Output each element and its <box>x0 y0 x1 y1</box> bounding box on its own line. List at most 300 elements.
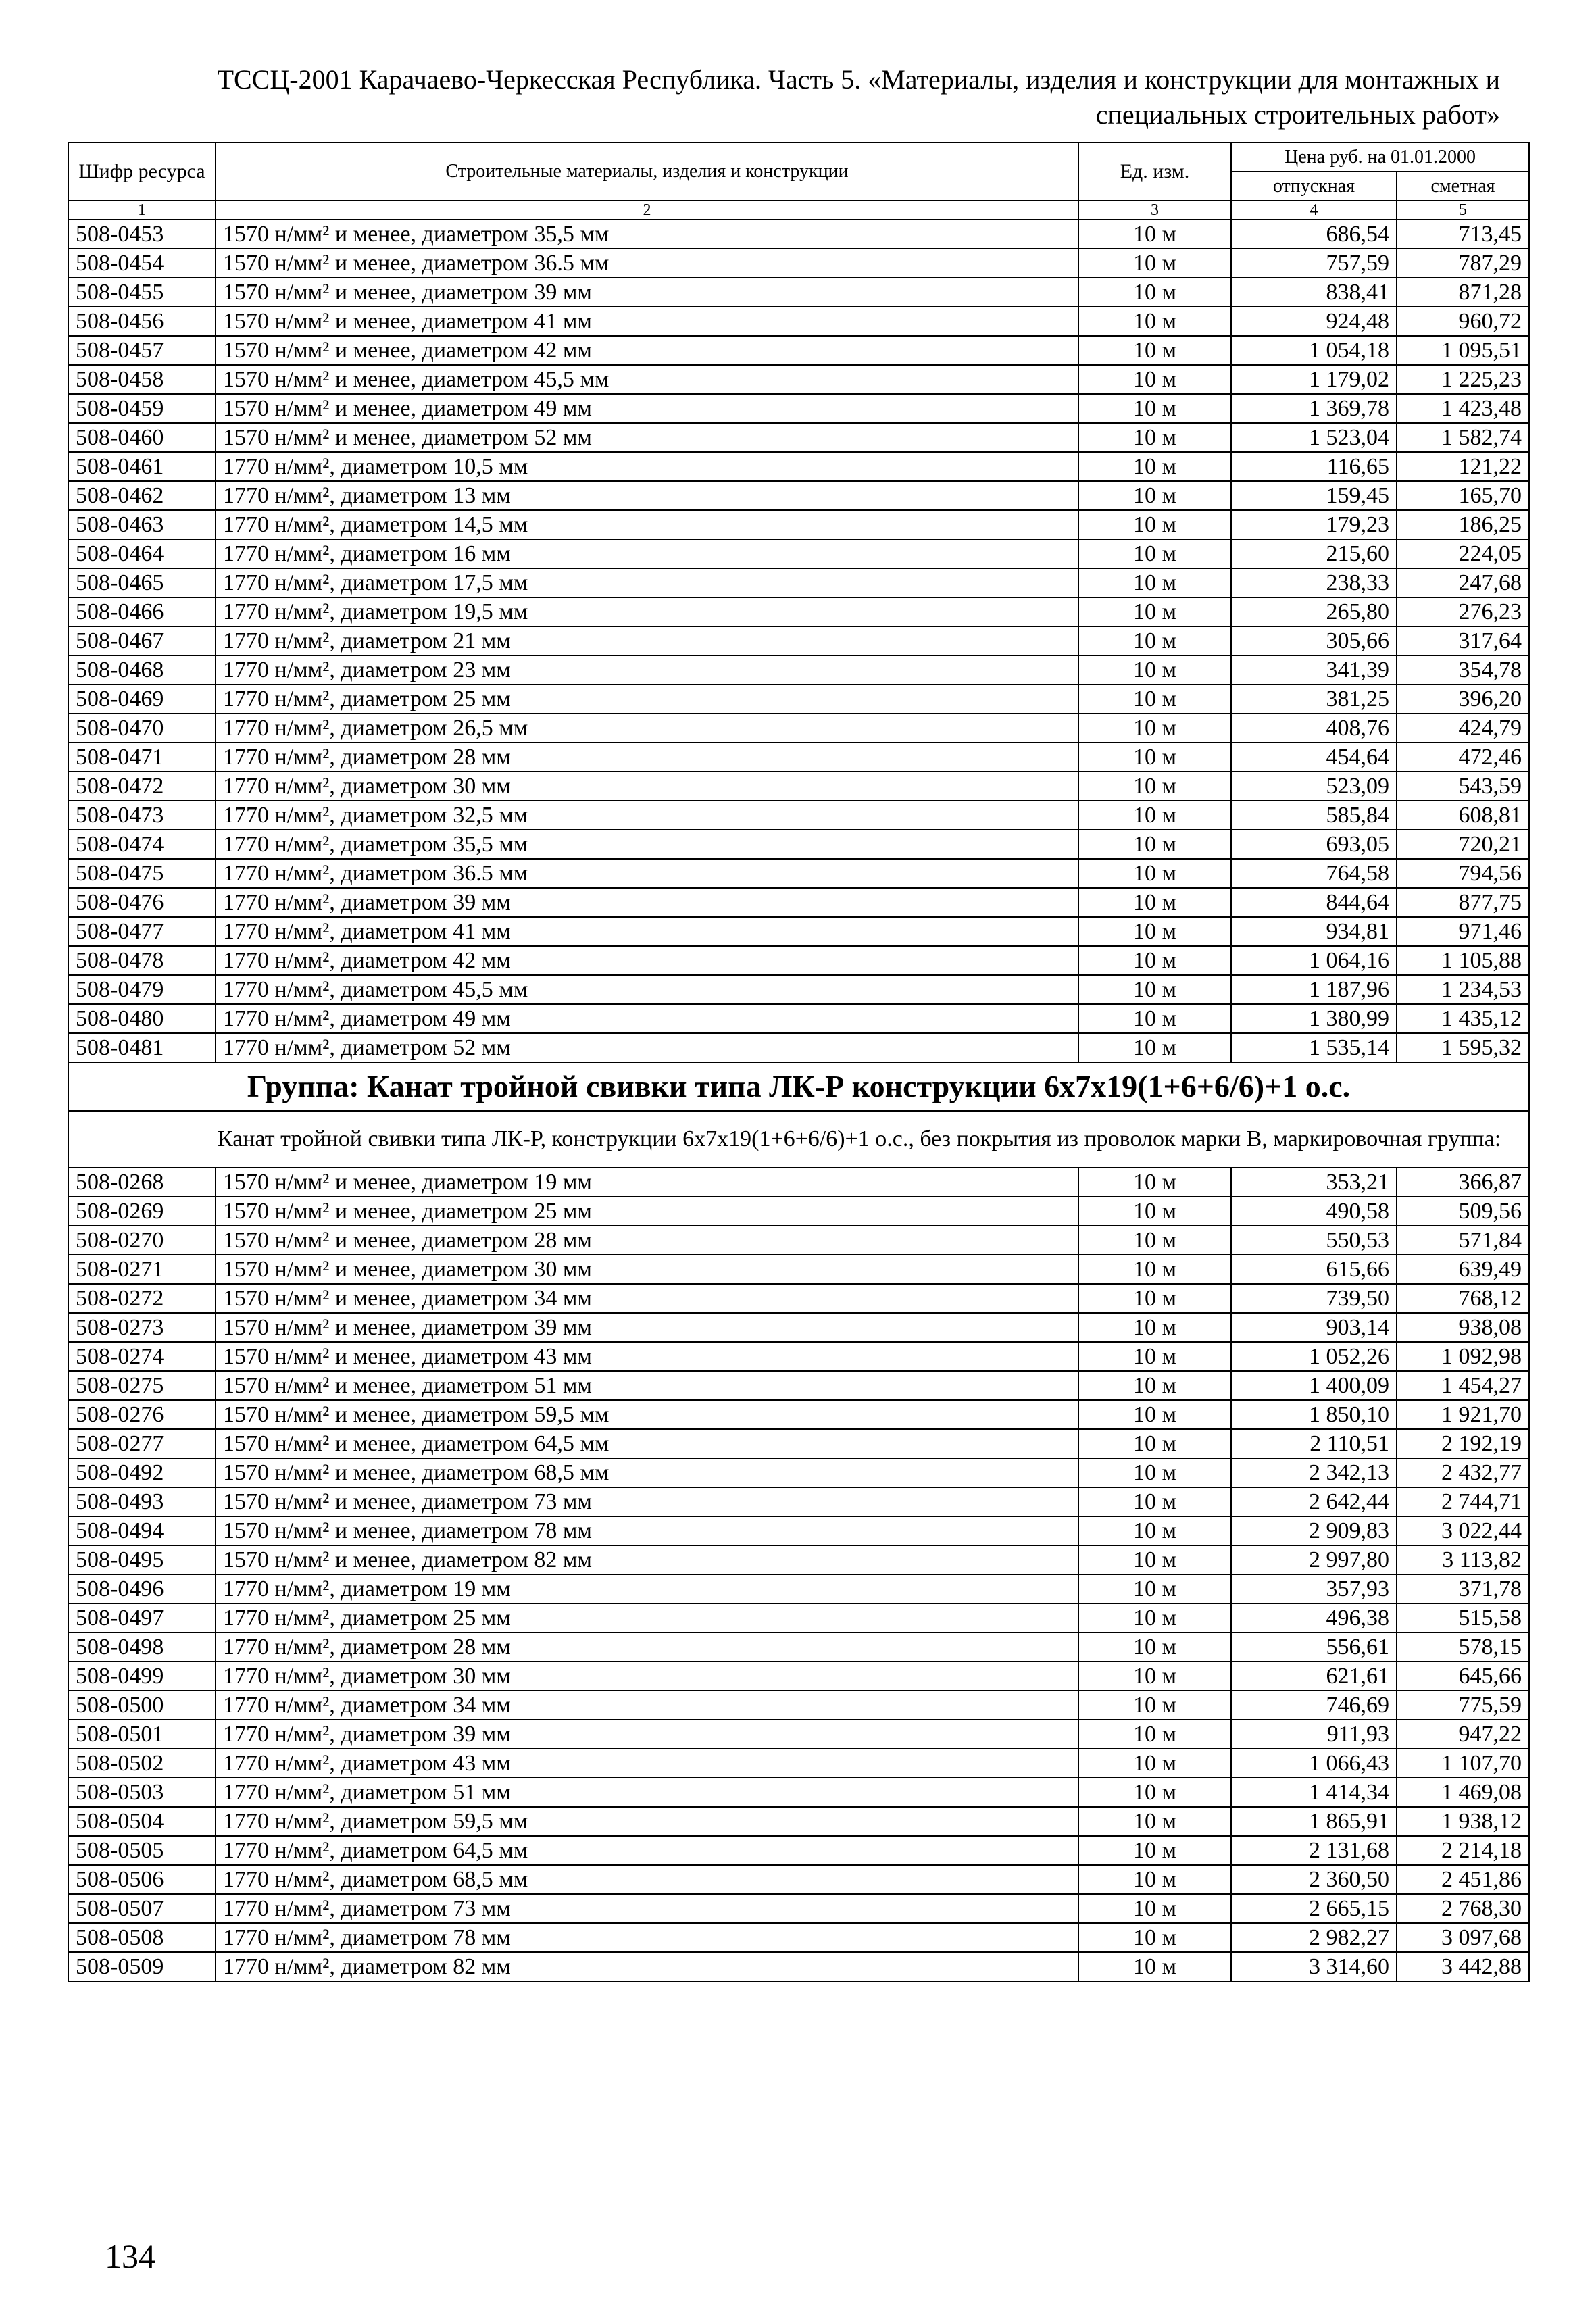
estimate-price: 1 095,51 <box>1397 336 1529 365</box>
unit-cell: 10 м <box>1078 365 1231 394</box>
estimate-price: 276,23 <box>1397 597 1529 626</box>
release-price: 1 523,04 <box>1231 423 1397 452</box>
resource-code: 508-0270 <box>68 1226 216 1255</box>
resource-code: 508-0495 <box>68 1545 216 1574</box>
release-price: 2 997,80 <box>1231 1545 1397 1574</box>
estimate-price: 424,79 <box>1397 714 1529 743</box>
release-price: 1 535,14 <box>1231 1033 1397 1062</box>
header-price: Цена руб. на 01.01.2000 <box>1231 143 1529 172</box>
estimate-price: 645,66 <box>1397 1662 1529 1691</box>
resource-code: 508-0462 <box>68 481 216 510</box>
material-name: 1770 н/мм², диаметром 26,5 мм <box>216 714 1078 743</box>
estimate-price: 2 744,71 <box>1397 1487 1529 1516</box>
estimate-price: 1 582,74 <box>1397 423 1529 452</box>
estimate-price: 768,12 <box>1397 1284 1529 1313</box>
resource-code: 508-0464 <box>68 539 216 568</box>
release-price: 408,76 <box>1231 714 1397 743</box>
resource-code: 508-0277 <box>68 1429 216 1458</box>
group-title: Группа: Канат тройной свивки типа ЛК-Р конструкции 6х7х19(1+6+6/6)+1 о.с. <box>68 1062 1529 1111</box>
material-name: 1770 н/мм², диаметром 36.5 мм <box>216 859 1078 888</box>
table-row <box>68 1255 1529 1284</box>
release-price: 838,41 <box>1231 278 1397 307</box>
estimate-price: 1 107,70 <box>1397 1749 1529 1778</box>
release-price: 1 369,78 <box>1231 394 1397 423</box>
header-col-number: 2 <box>216 201 1078 220</box>
resource-code: 508-0503 <box>68 1778 216 1807</box>
material-name: 1770 н/мм², диаметром 42 мм <box>216 946 1078 975</box>
table-body-a <box>68 220 1529 1062</box>
material-name: 1770 н/мм², диаметром 39 мм <box>216 888 1078 917</box>
release-price: 2 342,13 <box>1231 1458 1397 1487</box>
unit-cell: 10 м <box>1078 888 1231 917</box>
table-row <box>68 1284 1529 1313</box>
release-price: 3 314,60 <box>1231 1952 1397 1981</box>
material-name: 1570 н/мм² и менее, диаметром 30 мм <box>216 1255 1078 1284</box>
unit-cell: 10 м <box>1078 481 1231 510</box>
resource-code: 508-0474 <box>68 830 216 859</box>
estimate-price: 2 432,77 <box>1397 1458 1529 1487</box>
table-row <box>68 1313 1529 1342</box>
release-price: 116,65 <box>1231 452 1397 481</box>
estimate-price: 775,59 <box>1397 1691 1529 1720</box>
estimate-price: 960,72 <box>1397 307 1529 336</box>
unit-cell: 10 м <box>1078 597 1231 626</box>
resource-code: 508-0506 <box>68 1865 216 1894</box>
material-name: 1770 н/мм², диаметром 28 мм <box>216 1633 1078 1662</box>
table-row <box>68 1545 1529 1574</box>
material-name: 1770 н/мм², диаметром 41 мм <box>216 917 1078 946</box>
material-name: 1570 н/мм² и менее, диаметром 19 мм <box>216 1168 1078 1197</box>
header-release-price: отпускная <box>1231 172 1397 201</box>
material-name: 1770 н/мм², диаметром 34 мм <box>216 1691 1078 1720</box>
resource-code: 508-0492 <box>68 1458 216 1487</box>
estimate-price: 247,68 <box>1397 568 1529 597</box>
resource-code: 508-0508 <box>68 1923 216 1952</box>
unit-cell: 10 м <box>1078 278 1231 307</box>
unit-cell: 10 м <box>1078 249 1231 278</box>
release-price: 693,05 <box>1231 830 1397 859</box>
material-name: 1770 н/мм², диаметром 30 мм <box>216 772 1078 801</box>
unit-cell: 10 м <box>1078 917 1231 946</box>
resource-code: 508-0493 <box>68 1487 216 1516</box>
estimate-price: 1 469,08 <box>1397 1778 1529 1807</box>
material-name: 1570 н/мм² и менее, диаметром 41 мм <box>216 307 1078 336</box>
unit-cell: 10 м <box>1078 1749 1231 1778</box>
header-estimate-price: сметная <box>1397 172 1529 201</box>
unit-cell: 10 м <box>1078 1952 1231 1981</box>
estimate-price: 224,05 <box>1397 539 1529 568</box>
material-name: 1770 н/мм², диаметром 59,5 мм <box>216 1807 1078 1836</box>
table-row <box>68 655 1529 684</box>
material-name: 1770 н/мм², диаметром 45,5 мм <box>216 975 1078 1004</box>
release-price: 454,64 <box>1231 743 1397 772</box>
release-price: 1 179,02 <box>1231 365 1397 394</box>
material-name: 1570 н/мм² и менее, диаметром 43 мм <box>216 1342 1078 1371</box>
resource-code: 508-0507 <box>68 1894 216 1923</box>
estimate-price: 713,45 <box>1397 220 1529 249</box>
release-price: 179,23 <box>1231 510 1397 539</box>
release-price: 556,61 <box>1231 1633 1397 1662</box>
material-name: 1770 н/мм², диаметром 25 мм <box>216 684 1078 714</box>
estimate-price: 472,46 <box>1397 743 1529 772</box>
material-name: 1570 н/мм² и менее, диаметром 52 мм <box>216 423 1078 452</box>
release-price: 1 850,10 <box>1231 1400 1397 1429</box>
unit-cell: 10 м <box>1078 743 1231 772</box>
estimate-price: 2 451,86 <box>1397 1865 1529 1894</box>
estimate-price: 366,87 <box>1397 1168 1529 1197</box>
estimate-price: 371,78 <box>1397 1574 1529 1603</box>
table-row <box>68 481 1529 510</box>
table-row <box>68 1894 1529 1923</box>
table-row <box>68 1836 1529 1865</box>
table-row <box>68 423 1529 452</box>
estimate-price: 1 092,98 <box>1397 1342 1529 1371</box>
table-row <box>68 249 1529 278</box>
resource-code: 508-0458 <box>68 365 216 394</box>
material-name: 1770 н/мм², диаметром 32,5 мм <box>216 801 1078 830</box>
release-price: 2 110,51 <box>1231 1429 1397 1458</box>
release-price: 1 414,34 <box>1231 1778 1397 1807</box>
title-line-2: специальных строительных работ» <box>1095 99 1500 130</box>
release-price: 523,09 <box>1231 772 1397 801</box>
estimate-price: 354,78 <box>1397 655 1529 684</box>
resource-code: 508-0480 <box>68 1004 216 1033</box>
unit-cell: 10 м <box>1078 1633 1231 1662</box>
estimate-price: 1 938,12 <box>1397 1807 1529 1836</box>
material-name: 1770 н/мм², диаметром 10,5 мм <box>216 452 1078 481</box>
estimate-price: 938,08 <box>1397 1313 1529 1342</box>
material-name: 1570 н/мм² и менее, диаметром 34 мм <box>216 1284 1078 1313</box>
release-price: 353,21 <box>1231 1168 1397 1197</box>
table-row <box>68 888 1529 917</box>
resource-code: 508-0496 <box>68 1574 216 1603</box>
table-row <box>68 336 1529 365</box>
material-name: 1570 н/мм² и менее, диаметром 42 мм <box>216 336 1078 365</box>
estimate-price: 3 097,68 <box>1397 1923 1529 1952</box>
table-row <box>68 830 1529 859</box>
material-name: 1570 н/мм² и менее, диаметром 68,5 мм <box>216 1458 1078 1487</box>
release-price: 1 400,09 <box>1231 1371 1397 1400</box>
resource-code: 508-0477 <box>68 917 216 946</box>
resource-code: 508-0465 <box>68 568 216 597</box>
resource-code: 508-0505 <box>68 1836 216 1865</box>
unit-cell: 10 м <box>1078 336 1231 365</box>
resource-code: 508-0463 <box>68 510 216 539</box>
release-price: 764,58 <box>1231 859 1397 888</box>
unit-cell: 10 м <box>1078 1662 1231 1691</box>
resource-code: 508-0499 <box>68 1662 216 1691</box>
unit-cell: 10 м <box>1078 1429 1231 1458</box>
table-row <box>68 1952 1529 1981</box>
release-price: 305,66 <box>1231 626 1397 655</box>
table-row <box>68 1749 1529 1778</box>
table-row <box>68 743 1529 772</box>
material-name: 1770 н/мм², диаметром 23 мм <box>216 655 1078 684</box>
estimate-price: 121,22 <box>1397 452 1529 481</box>
group-description: Канат тройной свивки типа ЛК-Р, конструкции 6х7х19(1+6+6/6)+1 о.с., без покрытия из проволок марки В, маркировочная группа: <box>68 1111 1529 1168</box>
release-price: 934,81 <box>1231 917 1397 946</box>
resource-code: 508-0276 <box>68 1400 216 1429</box>
table-row <box>68 307 1529 336</box>
table-row <box>68 1865 1529 1894</box>
material-name: 1770 н/мм², диаметром 17,5 мм <box>216 568 1078 597</box>
header-col-number: 4 <box>1231 201 1397 220</box>
unit-cell: 10 м <box>1078 1458 1231 1487</box>
material-name: 1570 н/мм² и менее, диаметром 82 мм <box>216 1545 1078 1574</box>
table-row <box>68 1197 1529 1226</box>
unit-cell: 10 м <box>1078 1923 1231 1952</box>
header-code: Шифр ресурса <box>68 143 216 201</box>
estimate-price: 720,21 <box>1397 830 1529 859</box>
release-price: 911,93 <box>1231 1720 1397 1749</box>
table-row <box>68 975 1529 1004</box>
material-name: 1770 н/мм², диаметром 14,5 мм <box>216 510 1078 539</box>
release-price: 621,61 <box>1231 1662 1397 1691</box>
release-price: 2 982,27 <box>1231 1923 1397 1952</box>
unit-cell: 10 м <box>1078 626 1231 655</box>
unit-cell: 10 м <box>1078 1487 1231 1516</box>
material-name: 1570 н/мм² и менее, диаметром 51 мм <box>216 1371 1078 1400</box>
estimate-price: 515,58 <box>1397 1603 1529 1633</box>
unit-cell: 10 м <box>1078 510 1231 539</box>
material-name: 1770 н/мм², диаметром 52 мм <box>216 1033 1078 1062</box>
resource-code: 508-0476 <box>68 888 216 917</box>
table-row <box>68 1807 1529 1836</box>
material-name: 1770 н/мм², диаметром 43 мм <box>216 1749 1078 1778</box>
resource-code: 508-0272 <box>68 1284 216 1313</box>
table-row <box>68 510 1529 539</box>
material-name: 1770 н/мм², диаметром 28 мм <box>216 743 1078 772</box>
unit-cell: 10 м <box>1078 1400 1231 1429</box>
resource-code: 508-0455 <box>68 278 216 307</box>
estimate-price: 787,29 <box>1397 249 1529 278</box>
material-name: 1770 н/мм², диаметром 19 мм <box>216 1574 1078 1603</box>
table-row <box>68 394 1529 423</box>
table-row <box>68 1720 1529 1749</box>
unit-cell: 10 м <box>1078 772 1231 801</box>
estimate-price: 578,15 <box>1397 1633 1529 1662</box>
release-price: 924,48 <box>1231 307 1397 336</box>
resource-code: 508-0497 <box>68 1603 216 1633</box>
unit-cell: 10 м <box>1078 1691 1231 1720</box>
resource-code: 508-0459 <box>68 394 216 423</box>
estimate-price: 2 768,30 <box>1397 1894 1529 1923</box>
material-name: 1570 н/мм² и менее, диаметром 39 мм <box>216 278 1078 307</box>
release-price: 1 052,26 <box>1231 1342 1397 1371</box>
resource-code: 508-0502 <box>68 1749 216 1778</box>
table-row <box>68 220 1529 249</box>
estimate-price: 3 113,82 <box>1397 1545 1529 1574</box>
unit-cell: 10 м <box>1078 1865 1231 1894</box>
release-price: 381,25 <box>1231 684 1397 714</box>
resource-code: 508-0456 <box>68 307 216 336</box>
estimate-price: 543,59 <box>1397 772 1529 801</box>
group-section <box>68 1062 1529 1168</box>
material-name: 1570 н/мм² и менее, диаметром 36.5 мм <box>216 249 1078 278</box>
release-price: 1 064,16 <box>1231 946 1397 975</box>
material-name: 1770 н/мм², диаметром 16 мм <box>216 539 1078 568</box>
release-price: 686,54 <box>1231 220 1397 249</box>
resource-code: 508-0475 <box>68 859 216 888</box>
estimate-price: 317,64 <box>1397 626 1529 655</box>
release-price: 903,14 <box>1231 1313 1397 1342</box>
release-price: 2 665,15 <box>1231 1894 1397 1923</box>
resource-code: 508-0469 <box>68 684 216 714</box>
estimate-price: 871,28 <box>1397 278 1529 307</box>
material-name: 1770 н/мм², диаметром 21 мм <box>216 626 1078 655</box>
table-row <box>68 772 1529 801</box>
unit-cell: 10 м <box>1078 830 1231 859</box>
estimate-price: 877,75 <box>1397 888 1529 917</box>
estimate-price: 1 595,32 <box>1397 1033 1529 1062</box>
material-name: 1570 н/мм² и менее, диаметром 39 мм <box>216 1313 1078 1342</box>
release-price: 757,59 <box>1231 249 1397 278</box>
table-row <box>68 1487 1529 1516</box>
header-unit: Ед. изм. <box>1078 143 1231 201</box>
table-row <box>68 1342 1529 1371</box>
table-row <box>68 1633 1529 1662</box>
estimate-price: 971,46 <box>1397 917 1529 946</box>
estimate-price: 571,84 <box>1397 1226 1529 1255</box>
unit-cell: 10 м <box>1078 539 1231 568</box>
resource-code: 508-0457 <box>68 336 216 365</box>
material-name: 1770 н/мм², диаметром 19,5 мм <box>216 597 1078 626</box>
resource-code: 508-0509 <box>68 1952 216 1981</box>
title-line-1: ТССЦ-2001 Карачаево-Черкесская Республика. Часть 5. «Материалы, изделия и конструкции для монтажных и <box>217 64 1500 95</box>
release-price: 159,45 <box>1231 481 1397 510</box>
estimate-price: 1 423,48 <box>1397 394 1529 423</box>
resource-code: 508-0268 <box>68 1168 216 1197</box>
table-row <box>68 1033 1529 1062</box>
table-row <box>68 1371 1529 1400</box>
unit-cell: 10 м <box>1078 1033 1231 1062</box>
unit-cell: 10 м <box>1078 1371 1231 1400</box>
table-row <box>68 917 1529 946</box>
unit-cell: 10 м <box>1078 1574 1231 1603</box>
price-table <box>68 142 1530 1982</box>
unit-cell: 10 м <box>1078 1836 1231 1865</box>
material-name: 1570 н/мм² и менее, диаметром 28 мм <box>216 1226 1078 1255</box>
unit-cell: 10 м <box>1078 1894 1231 1923</box>
estimate-price: 1 921,70 <box>1397 1400 1529 1429</box>
table-row <box>68 1603 1529 1633</box>
release-price: 490,58 <box>1231 1197 1397 1226</box>
page-number: 134 <box>105 2237 155 2275</box>
resource-code: 508-0275 <box>68 1371 216 1400</box>
unit-cell: 10 м <box>1078 946 1231 975</box>
table-row <box>68 1516 1529 1545</box>
resource-code: 508-0453 <box>68 220 216 249</box>
unit-cell: 10 м <box>1078 1545 1231 1574</box>
table-row <box>68 1400 1529 1429</box>
unit-cell: 10 м <box>1078 1516 1231 1545</box>
material-name: 1770 н/мм², диаметром 51 мм <box>216 1778 1078 1807</box>
table-row <box>68 278 1529 307</box>
estimate-price: 165,70 <box>1397 481 1529 510</box>
material-name: 1770 н/мм², диаметром 13 мм <box>216 481 1078 510</box>
table-row <box>68 452 1529 481</box>
resource-code: 508-0501 <box>68 1720 216 1749</box>
material-name: 1570 н/мм² и менее, диаметром 73 мм <box>216 1487 1078 1516</box>
material-name: 1770 н/мм², диаметром 68,5 мм <box>216 1865 1078 1894</box>
unit-cell: 10 м <box>1078 1807 1231 1836</box>
material-name: 1570 н/мм² и менее, диаметром 25 мм <box>216 1197 1078 1226</box>
unit-cell: 10 м <box>1078 975 1231 1004</box>
unit-cell: 10 м <box>1078 1197 1231 1226</box>
material-name: 1570 н/мм² и менее, диаметром 64,5 мм <box>216 1429 1078 1458</box>
table-row <box>68 1226 1529 1255</box>
table-row <box>68 714 1529 743</box>
unit-cell: 10 м <box>1078 220 1231 249</box>
resource-code: 508-0461 <box>68 452 216 481</box>
table-row <box>68 1168 1529 1197</box>
material-name: 1770 н/мм², диаметром 78 мм <box>216 1923 1078 1952</box>
resource-code: 508-0273 <box>68 1313 216 1342</box>
resource-code: 508-0269 <box>68 1197 216 1226</box>
release-price: 550,53 <box>1231 1226 1397 1255</box>
table-row <box>68 626 1529 655</box>
release-price: 238,33 <box>1231 568 1397 597</box>
resource-code: 508-0481 <box>68 1033 216 1062</box>
unit-cell: 10 м <box>1078 452 1231 481</box>
resource-code: 508-0454 <box>68 249 216 278</box>
resource-code: 508-0468 <box>68 655 216 684</box>
release-price: 1 187,96 <box>1231 975 1397 1004</box>
resource-code: 508-0479 <box>68 975 216 1004</box>
estimate-price: 794,56 <box>1397 859 1529 888</box>
resource-code: 508-0500 <box>68 1691 216 1720</box>
release-price: 739,50 <box>1231 1284 1397 1313</box>
estimate-price: 1 234,53 <box>1397 975 1529 1004</box>
unit-cell: 10 м <box>1078 1168 1231 1197</box>
resource-code: 508-0498 <box>68 1633 216 1662</box>
estimate-price: 947,22 <box>1397 1720 1529 1749</box>
unit-cell: 10 м <box>1078 1342 1231 1371</box>
release-price: 1 380,99 <box>1231 1004 1397 1033</box>
estimate-price: 1 454,27 <box>1397 1371 1529 1400</box>
table-row <box>68 1429 1529 1458</box>
table-row <box>68 365 1529 394</box>
unit-cell: 10 м <box>1078 801 1231 830</box>
header-col-number: 3 <box>1078 201 1231 220</box>
material-name: 1770 н/мм², диаметром 73 мм <box>216 1894 1078 1923</box>
unit-cell: 10 м <box>1078 684 1231 714</box>
table-row <box>68 1574 1529 1603</box>
release-price: 1 865,91 <box>1231 1807 1397 1836</box>
table-row <box>68 684 1529 714</box>
unit-cell: 10 м <box>1078 423 1231 452</box>
release-price: 496,38 <box>1231 1603 1397 1633</box>
header-name: Строительные материалы, изделия и конструкции <box>216 143 1078 201</box>
material-name: 1770 н/мм², диаметром 82 мм <box>216 1952 1078 1981</box>
estimate-price: 3 442,88 <box>1397 1952 1529 1981</box>
resource-code: 508-0460 <box>68 423 216 452</box>
resource-code: 508-0467 <box>68 626 216 655</box>
header-col-number: 1 <box>68 201 216 220</box>
estimate-price: 396,20 <box>1397 684 1529 714</box>
release-price: 341,39 <box>1231 655 1397 684</box>
release-price: 746,69 <box>1231 1691 1397 1720</box>
release-price: 215,60 <box>1231 539 1397 568</box>
table-body-b <box>68 1168 1529 1981</box>
unit-cell: 10 м <box>1078 394 1231 423</box>
table-row <box>68 568 1529 597</box>
unit-cell: 10 м <box>1078 1004 1231 1033</box>
estimate-price: 3 022,44 <box>1397 1516 1529 1545</box>
estimate-price: 186,25 <box>1397 510 1529 539</box>
unit-cell: 10 м <box>1078 859 1231 888</box>
resource-code: 508-0473 <box>68 801 216 830</box>
